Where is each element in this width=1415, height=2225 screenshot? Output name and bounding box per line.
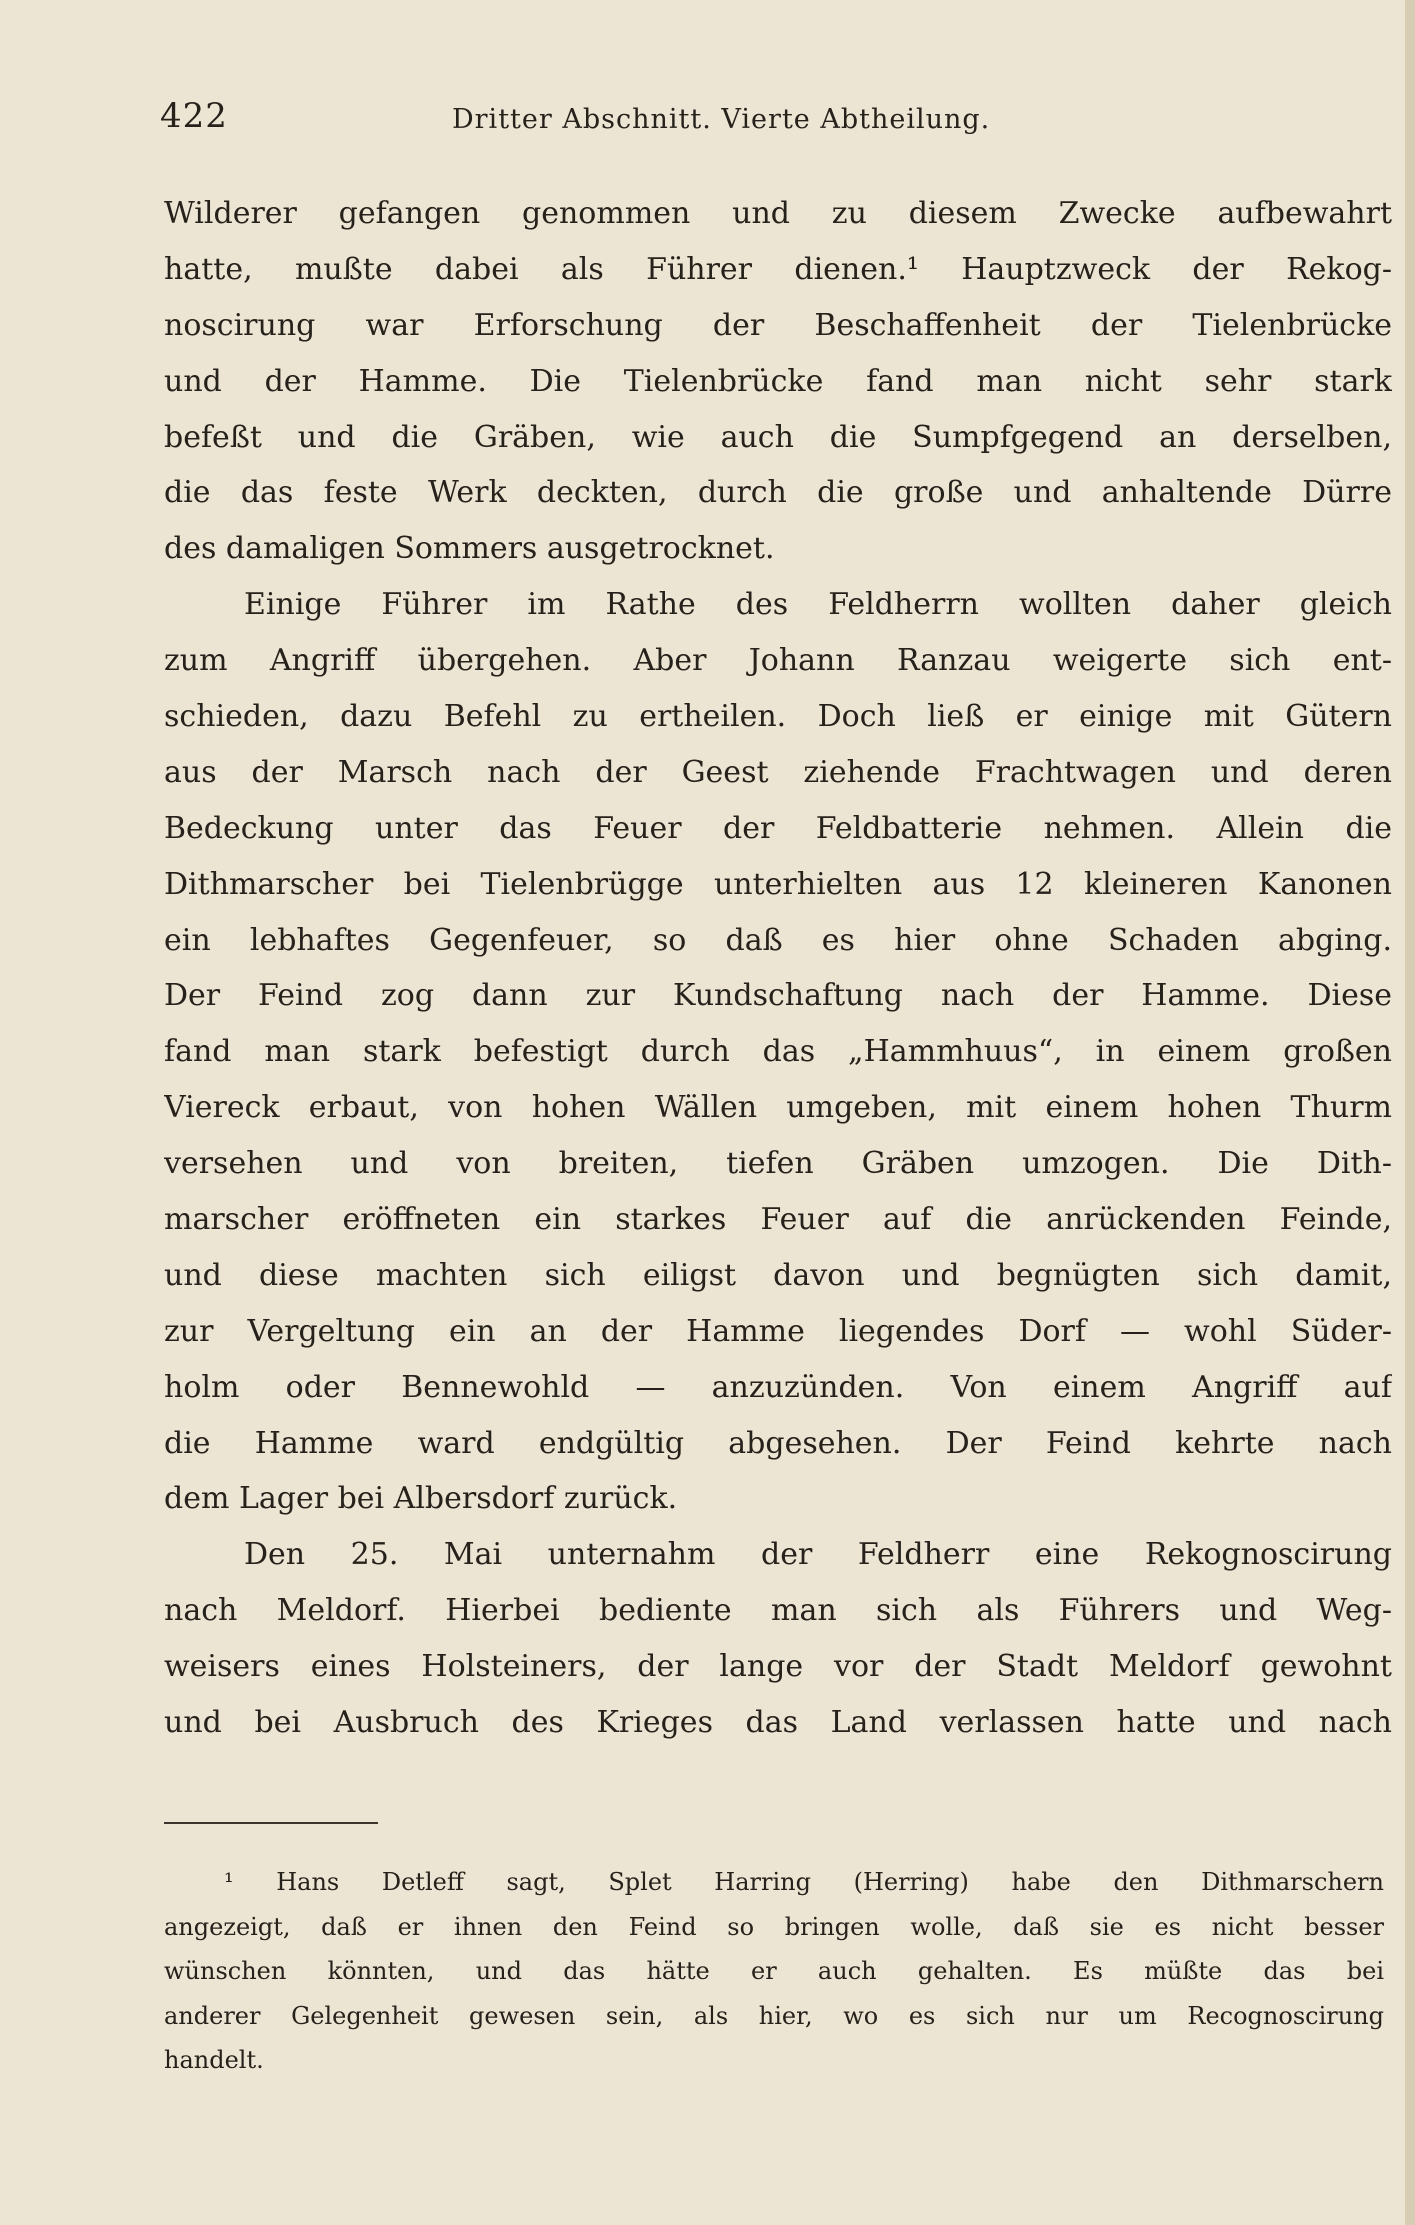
text-line: Wilderer gefangen genommen und zu diesem Zwecke aufbewahrt <box>164 196 1392 231</box>
text-line: weisers eines Holsteiners, der lange vor der Stadt Meldorf gewohnt <box>164 1649 1392 1685</box>
footnote <box>164 1860 1384 2083</box>
text-line: hatte, mußte dabei als Führer dienen.¹ Hauptzweck der Rekog- <box>164 251 1392 287</box>
text-line: schieden, dazu Befehl zu ertheilen. Doch ließ er einige mit Gütern <box>164 699 1392 735</box>
text-line: nach Meldorf. Hierbei bediente man sich als Führers und Weg- <box>164 1593 1392 1629</box>
page-edge-shadow <box>1405 0 1415 2225</box>
text-line: dem Lager bei Albersdorf zurück. <box>164 1481 678 1517</box>
footnote-rule <box>164 1822 378 1824</box>
body-text <box>164 186 1392 1751</box>
text-line: Dithmarscher bei Tielenbrügge unterhielten aus 12 kleineren Kanonen <box>164 866 1392 902</box>
running-head: Dritter Abschnitt. Vierte Abtheilung. <box>452 104 991 135</box>
footnote-line: wünschen könnten, und das hätte er auch gehalten. Es müßte das bei <box>164 1957 1384 1985</box>
text-line: versehen und von breiten, tiefen Gräben umzogen. Die Dith- <box>164 1146 1392 1182</box>
text-line: marscher eröffneten ein starkes Feuer auf die anrückenden Feinde, <box>164 1202 1392 1238</box>
text-line: zum Angriff übergehen. Aber Johann Ranzau weigerte sich ent- <box>164 643 1392 679</box>
text-line: die das feste Werk deckten, durch die große und anhaltende Dürre <box>164 475 1392 511</box>
text-line: ein lebhaftes Gegenfeuer, so daß es hier ohne Schaden abging. <box>164 922 1392 958</box>
text-line: holm oder Bennewohld — anzuzünden. Von einem Angriff auf <box>164 1369 1392 1405</box>
text-line: fand man stark befestigt durch das „Hammhuus“, in einem großen <box>164 1034 1392 1070</box>
text-line: Den 25. Mai unternahm der Feldherr eine Rekognoscirung <box>244 1537 1392 1573</box>
text-line: befeßt und die Gräben, wie auch die Sumpfgegend an derselben, <box>164 419 1392 455</box>
text-line: und diese machten sich eiligst davon und begnügten sich damit, <box>164 1257 1392 1293</box>
text-line: die Hamme ward endgültig abgesehen. Der Feind kehrte nach <box>164 1425 1392 1461</box>
footnote-line: ¹ Hans Detleff sagt, Splet Harring (Herring) habe den Dithmarschern <box>224 1868 1384 1896</box>
text-line: aus der Marsch nach der Geest ziehende Frachtwagen und deren <box>164 754 1392 790</box>
text-line: Bedeckung unter das Feuer der Feldbatterie nehmen. Allein die <box>164 810 1392 846</box>
page-number: 422 <box>160 96 228 136</box>
footnote-line: angezeigt, daß er ihnen den Feind so bringen wolle, daß sie es nicht besser <box>164 1912 1384 1941</box>
text-line: und bei Ausbruch des Krieges das Land verlassen hatte und nach <box>164 1705 1392 1741</box>
page-header <box>160 96 1400 146</box>
text-line: Viereck erbaut, von hohen Wällen umgeben, mit einem hohen Thurm <box>164 1090 1392 1126</box>
text-line: noscirung war Erforschung der Beschaffenheit der Tielenbrücke <box>164 307 1392 343</box>
footnote-line: anderer Gelegenheit gewesen sein, als hier, wo es sich nur um Recognoscirung <box>164 2001 1384 2030</box>
text-line: Einige Führer im Rathe des Feldherrn wollten daher gleich <box>244 587 1392 623</box>
text-line: zur Vergeltung ein an der Hamme liegendes Dorf — wohl Süder- <box>164 1313 1392 1349</box>
footnote-line: handelt. <box>164 2046 264 2074</box>
text-line: Der Feind zog dann zur Kundschaftung nach der Hamme. Diese <box>164 978 1392 1014</box>
text-line: des damaligen Sommers ausgetrocknet. <box>164 531 775 567</box>
text-line: und der Hamme. Die Tielenbrücke fand man nicht sehr stark <box>164 363 1392 399</box>
